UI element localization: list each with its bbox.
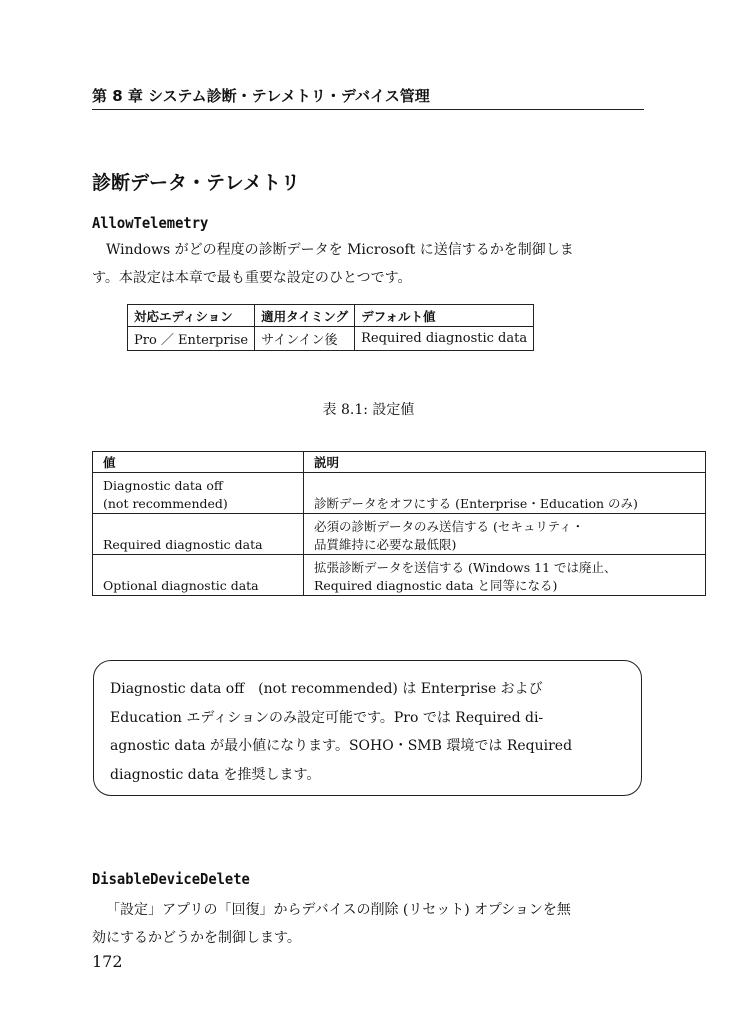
value-cell — [93, 473, 304, 514]
table-row — [93, 473, 706, 514]
disable-device-delete-line-1: 「設定」アプリの「回復」からデバイスの削除 (リセット) オプションを無 — [106, 902, 571, 918]
value-line-2: Optional diagnostic data — [103, 578, 259, 593]
table-row — [93, 514, 706, 555]
allow-telemetry-line-2: す。本設定は本章で最も重要な設定のひとつです。 — [92, 270, 412, 286]
description-line-2: 品質維持に必要な最低限) — [314, 537, 457, 552]
value-line-2: Required diagnostic data — [103, 537, 263, 552]
note-line-3: agnostic data が最小値になります。SOHO・SMB 環境では Required — [110, 738, 573, 754]
value-header: 値 — [93, 452, 304, 473]
description-cell — [304, 555, 706, 596]
chapter-header: 第 8 章 システム診断・テレメトリ・デバイス管理 — [92, 87, 644, 110]
description-line-1: 拡張診断データを送信する (Windows 11 では廃止、 — [314, 560, 617, 575]
description-line-2: 診断データをオフにする (Enterprise・Education のみ) — [314, 496, 638, 511]
settings-value-table — [92, 451, 706, 596]
value-cell — [93, 555, 304, 596]
info-header-default: デフォルト値 — [355, 305, 534, 327]
allow-telemetry-description — [92, 236, 646, 292]
disable-device-delete-heading: DisableDeviceDelete — [92, 870, 250, 888]
info-cell-default: Required diagnostic data — [355, 327, 534, 351]
info-cell-timing: サインイン後 — [255, 327, 355, 351]
allow-telemetry-heading: AllowTelemetry — [92, 214, 209, 232]
description-cell — [304, 514, 706, 555]
info-table-header-row — [128, 305, 534, 327]
info-table — [127, 304, 534, 351]
description-header: 説明 — [304, 452, 706, 473]
info-header-edition: 対応エディション — [128, 305, 255, 327]
note-line-2: Education エディションのみ設定可能です。Pro では Required di- — [110, 709, 544, 726]
value-cell — [93, 514, 304, 555]
disable-device-delete-line-2: 効にするかどうかを制御します。 — [92, 930, 301, 946]
allow-telemetry-line-1: Windows がどの程度の診断データを Microsoft に送信するかを制御しま — [106, 242, 574, 258]
table-caption: 表 8.1: 設定値 — [322, 402, 415, 418]
info-cell-edition: Pro ／ Enterprise — [128, 327, 255, 351]
value-line-1: Diagnostic data off — [103, 478, 223, 493]
note-box — [93, 660, 642, 796]
note-line-4: diagnostic data を推奨します。 — [110, 766, 321, 783]
description-line-2: Required diagnostic data と同等になる) — [314, 578, 558, 593]
info-header-timing: 適用タイミング — [255, 305, 355, 327]
value-line-2: (not recommended) — [103, 496, 228, 511]
info-table-row — [128, 327, 534, 351]
value-table-header-row — [93, 452, 706, 473]
description-cell — [304, 473, 706, 514]
note-line-1: Diagnostic data off (not recommended) は Enterprise および — [110, 681, 543, 697]
section-title: 診断データ・テレメトリ — [92, 172, 301, 194]
table-row — [93, 555, 706, 596]
description-line-1: 必須の診断データのみ送信する (セキュリティ・ — [314, 519, 585, 534]
page-number: 172 — [92, 952, 123, 971]
disable-device-delete-description — [92, 896, 646, 952]
